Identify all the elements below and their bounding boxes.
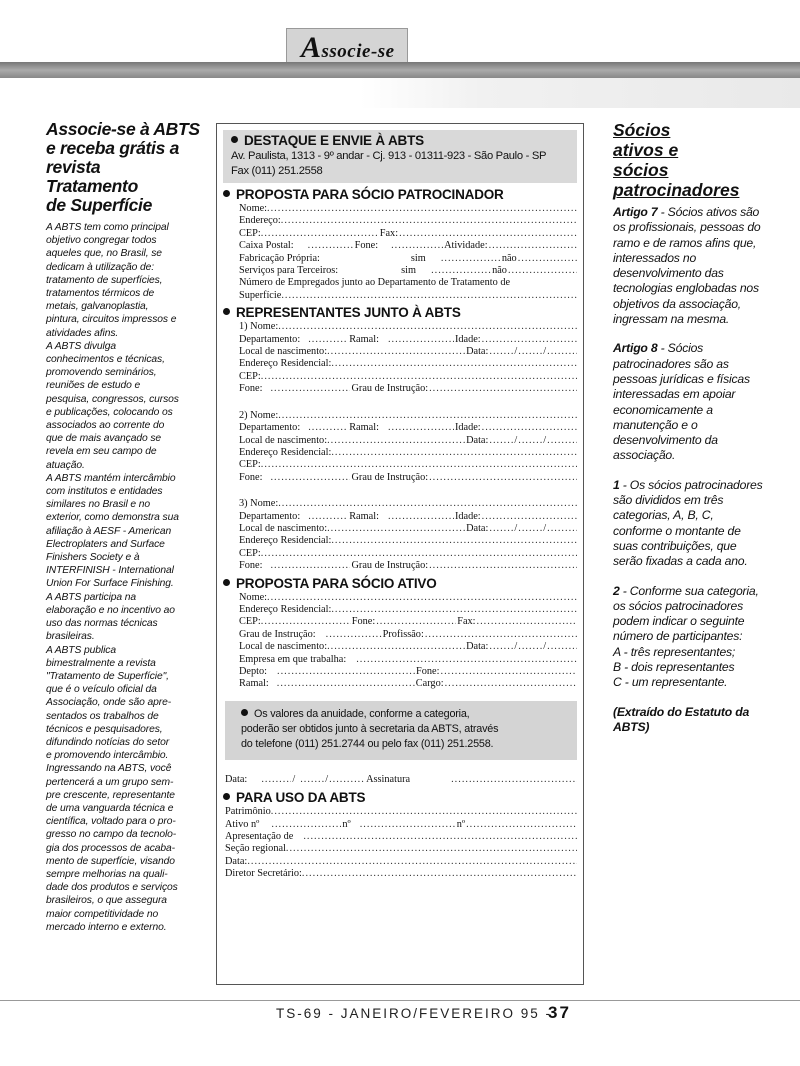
right-body [613,205,763,735]
page-footer [0,1000,800,1040]
field-cep-fone-fax[interactable]: CEP: ..... Fone: ..... Fax: ..... [239,616,577,628]
field-local-data[interactable]: Local de nascimento: ..... Data: ..... / ..... / ..... [239,435,577,447]
patrocinador-fields [239,203,577,302]
left-body-line: aqueles que, no Brasil, se [46,248,162,260]
left-body-line: Finishers Society e à [46,552,140,564]
left-body-line: conhecimentos e técnicas, [46,354,165,366]
field-depto-ramal-idade[interactable]: Departamento: ..... Ramal: ..... Idade: ..... [239,511,577,523]
paragrafo-1: 1 - Os sócios patrocinadores são divididos em três categorias, A, B, C, conforme o montante de suas contribuições, que serão fixadas a cada ano. [613,477,763,569]
field-cep[interactable]: CEP: ..... [239,459,577,471]
left-title-line: Tratamento [46,176,138,196]
left-body-line: metais, galvanoplastia, [46,301,149,313]
left-body-line: pertencerá a um grupo sem- [46,776,174,788]
left-body-line: A ABTS tem como principal [46,222,169,233]
artigo-7: Artigo 7 - Sócios ativos são os profissionais, pessoas do ramo e de ramos afins que, interessados no desenvolvimento das tecnologias englobadas nos objetivos da associação, ingressam na mesma. [613,205,761,327]
field-superficie[interactable]: Superfície ..... [239,290,577,302]
participantes-item: B - dois representantes [613,660,735,675]
field-num-empregados: Número de Empregados junto ao Departamento de Tratamento de [239,277,511,289]
left-body-line: revela em seu campo de [46,446,157,458]
field-patrimonio[interactable]: Patrimônio ..... [225,806,577,818]
field-cep[interactable]: CEP: ..... [239,371,577,383]
representante-block [239,410,577,484]
left-body-line: Associação, onde são apre- [46,697,172,709]
field-fone-grau[interactable]: Fone: ..... Grau de Instrução: ..... [239,472,577,484]
uso-fields [225,806,577,880]
field-depto-ramal-idade[interactable]: Departamento: ..... Ramal: ..... Idade: ..... [239,422,577,434]
field-grau-profissao[interactable]: Grau de Instrução: ..... Profissão: ..... [239,629,577,641]
left-body-line: dedicam à utilização de: [46,261,155,273]
field-nome[interactable]: 3) Nome: ..... [239,498,577,510]
field-apresentacao[interactable]: Apresentação de ..... [225,831,577,843]
left-body-line: com institutos e entidades [46,486,163,498]
bullet-icon [223,190,230,197]
field-local-data[interactable]: Local de nascimento: ..... Data: ..... / ..... / ..... [239,523,577,535]
right-title-line: ativos e [613,140,679,160]
source-note: (Extraído do Estatuto da ABTS) [613,704,750,734]
left-body-line: tratamento de superfícies, [46,274,163,286]
left-body [46,221,204,934]
left-body-line: dade dos produtos e serviços [46,882,178,894]
left-body-line: uso das normas técnicas [46,618,158,630]
field-ativo-no[interactable]: Ativo nº ..... nº ..... nº ..... [225,819,577,831]
field-endereco[interactable]: Endereço: ..... [239,215,577,227]
field-depto-fone[interactable]: Depto: ..... Fone: ..... [239,666,577,678]
left-body-line: maior competitividade no [46,908,159,920]
left-body-line: associados ao corrente do [46,420,165,432]
left-body-line: Ingressando na ABTS, você [46,763,172,775]
patrocinador-heading: PROPOSTA PARA SÓCIO PATROCINADOR [223,187,577,203]
left-body-line: gia dos processos de acaba- [46,842,175,854]
field-ramal-cargo[interactable]: Ramal: ..... Cargo: ..... [239,678,577,690]
field-local-data[interactable]: Local de nascimento: ..... Data: ..... / ..... / ..... [239,641,577,653]
field-data-assinatura[interactable]: Data: ..... / ..... / ..... Assinatura ..... [225,774,577,786]
left-body-line: afiliação à AESF - American [46,525,172,537]
participantes-list [613,645,763,691]
left-body-line: INTERFINISH - International [46,565,174,577]
left-body-line: Union For Surface Finishing. [46,578,174,590]
left-body-line: A ABTS mantém intercâmbio [46,472,176,484]
left-title-line: e receba grátis a [46,138,180,158]
paragrafo-2: 2 - Conforme sua categoria, os sócios patrocinadores podem indicar o seguinte número de participantes: [613,583,759,644]
right-title-line: sócios [613,160,669,180]
issue-label: TS-69 - JANEIRO/FEVEREIRO 95 - [276,1006,553,1021]
bullet-icon [223,793,230,800]
left-body-line: brasileiros, o que assegura [46,895,167,907]
left-body-line: "Tratamento de Superfície", [46,670,169,682]
bullet-icon [223,579,230,586]
bullet-icon [223,308,230,315]
abts-address: Av. Paulista, 1313 - 9º andar - Cj. 913 - 01311-923 - São Paulo - SP [231,150,547,162]
bullet-icon [231,136,238,143]
left-body-line: atividades afins. [46,327,119,339]
field-nome[interactable]: 2) Nome: ..... [239,410,577,422]
left-body-line: objetivo congregar todos [46,235,157,247]
uso-heading: PARA USO DA ABTS [223,790,577,806]
ativo-heading: PROPOSTA PARA SÓCIO ATIVO [223,576,577,592]
left-body-line: e promovendo intercâmbio. [46,750,169,762]
left-body-line: pintura, circuitos impressos e [46,314,177,326]
membership-form [216,123,584,985]
representante-block [239,498,577,572]
abts-fax: Fax (011) 251.2558 [231,165,323,177]
left-body-line: mercado interno e externo. [46,921,167,933]
representantes-fields [239,321,577,572]
faded-background-strip [0,78,800,108]
assinatura-fields [225,774,577,786]
left-title-line: Associe-se à ABTS [46,119,200,139]
left-body-line: bimestralmente a revista [46,657,156,669]
left-body-line: que de mais avançado se [46,433,162,445]
field-secao[interactable]: Seção regional ..... [225,843,577,855]
left-body-line: e publicações, colocando os [46,406,173,418]
field-endereco-residencial[interactable]: Endereço Residencial: ..... [239,535,577,547]
footer-rule [0,1000,800,1001]
field-endereco-residencial[interactable]: Endereço Residencial: ..... [239,447,577,459]
field-data[interactable]: Data: ..... [225,856,577,868]
field-fabricacao[interactable]: Fabricação Própria: sim ..... não ..... [239,253,577,265]
bullet-icon [241,709,248,716]
header-rule [0,62,800,78]
field-endereco-residencial[interactable]: Endereço Residencial: ..... [239,604,577,616]
participantes-item: A - três representantes; [613,644,736,659]
left-body-line: sentados os trabalhos de [46,710,159,722]
destaque-heading: DESTAQUE E ENVIE À ABTS [231,133,569,149]
section-title: Associe-se [301,31,395,64]
section-tab [286,28,408,62]
field-cep-fax[interactable]: CEP: ..... Fax: ..... [239,228,577,240]
right-title [613,120,763,200]
left-body-line: mento de superfície, visando [46,855,175,867]
left-body-line: tratamentos térmicos de [46,288,155,300]
field-empresa[interactable]: Empresa em que trabalha: ..... [239,654,577,666]
left-body-line: A ABTS participa na [46,591,137,603]
field-caixa-fone-atividade[interactable]: Caixa Postal: ..... Fone: ..... Atividade: ..... [239,240,577,252]
representantes-heading: REPRESENTANTES JUNTO À ABTS [223,305,577,321]
page-number: 37 [548,1003,571,1022]
left-column [46,120,204,934]
field-nome[interactable]: Nome: ..... [239,592,577,604]
left-body-line: técnicos e pesquisadores, [46,723,163,735]
left-body-line: científica, voltado para o pro- [46,816,176,828]
left-body-line: reuniões de estudo e [46,380,141,392]
left-body-line: que é o veículo oficial da [46,684,157,696]
left-title-line: de Superfície [46,195,152,215]
right-title-line: patrocinadores [613,180,740,200]
left-body-line: brasileiras. [46,631,95,643]
destaque-box [223,130,577,183]
field-fone-grau[interactable]: Fone: ..... Grau de Instrução: ..... [239,560,577,572]
field-nome[interactable]: Nome: ..... [239,203,577,215]
field-endereco-residencial[interactable]: Endereço Residencial: ..... [239,358,577,370]
left-body-line: sempre melhorias na quali- [46,868,168,880]
field-fone-grau[interactable]: Fone: ..... Grau de Instrução: ..... [239,383,577,395]
left-body-line: A ABTS publica [46,644,116,656]
left-body-line: de uma vanguarda técnica e [46,802,174,814]
left-body-line: elaboração e no incentivo ao [46,604,175,616]
left-body-line: Electroplaters and Surface [46,538,165,550]
field-depto-ramal-idade[interactable]: Departamento: ..... Ramal: ..... Idade: ..... [239,334,577,346]
field-local-data[interactable]: Local de nascimento: ..... Data: ..... / ..... / ..... [239,346,577,358]
field-servicos[interactable]: Serviços para Terceiros: sim ..... não ..... [239,265,577,277]
representante-block [239,321,577,395]
ativo-fields [239,592,577,691]
left-title-line: revista [46,157,101,177]
left-body-line: difundindo notícias do setor [46,736,170,748]
artigo-8: Artigo 8 - Sócios patrocinadores são as pessoas jurídicas e físicas interessadas em apoiar economicamente a manutenção e o desenvolvimento da associação. [613,341,750,463]
field-cep[interactable]: CEP: ..... [239,548,577,560]
left-body-line: A ABTS divulga [46,340,116,352]
participantes-item: C - um representante. [613,675,728,690]
field-nome[interactable]: 1) Nome: ..... [239,321,577,333]
left-body-line: gresso no campo da tecnolo- [46,829,177,841]
left-title [46,120,204,215]
left-body-line: exterior, como demonstra sua [46,512,179,524]
left-body-line: atuação. [46,459,85,471]
left-body-line: promovendo seminários, [46,367,157,379]
left-body-line: pre crescente, representante [46,789,175,801]
left-body-line: pesquisa, congressos, cursos [46,393,179,405]
anuidade-note: Os valores da anuidade, conforme a categoria, poderão ser obtidos junto à secretaria da ABTS, através do telefone (011) 251.2744 ou pelo fax (011) 251.2558. [225,701,577,760]
left-body-line: similares no Brasil e no [46,499,151,511]
field-diretor[interactable]: Diretor Secretário: ..... [225,868,577,880]
right-title-line: Sócios [613,120,671,140]
right-column [613,120,763,749]
